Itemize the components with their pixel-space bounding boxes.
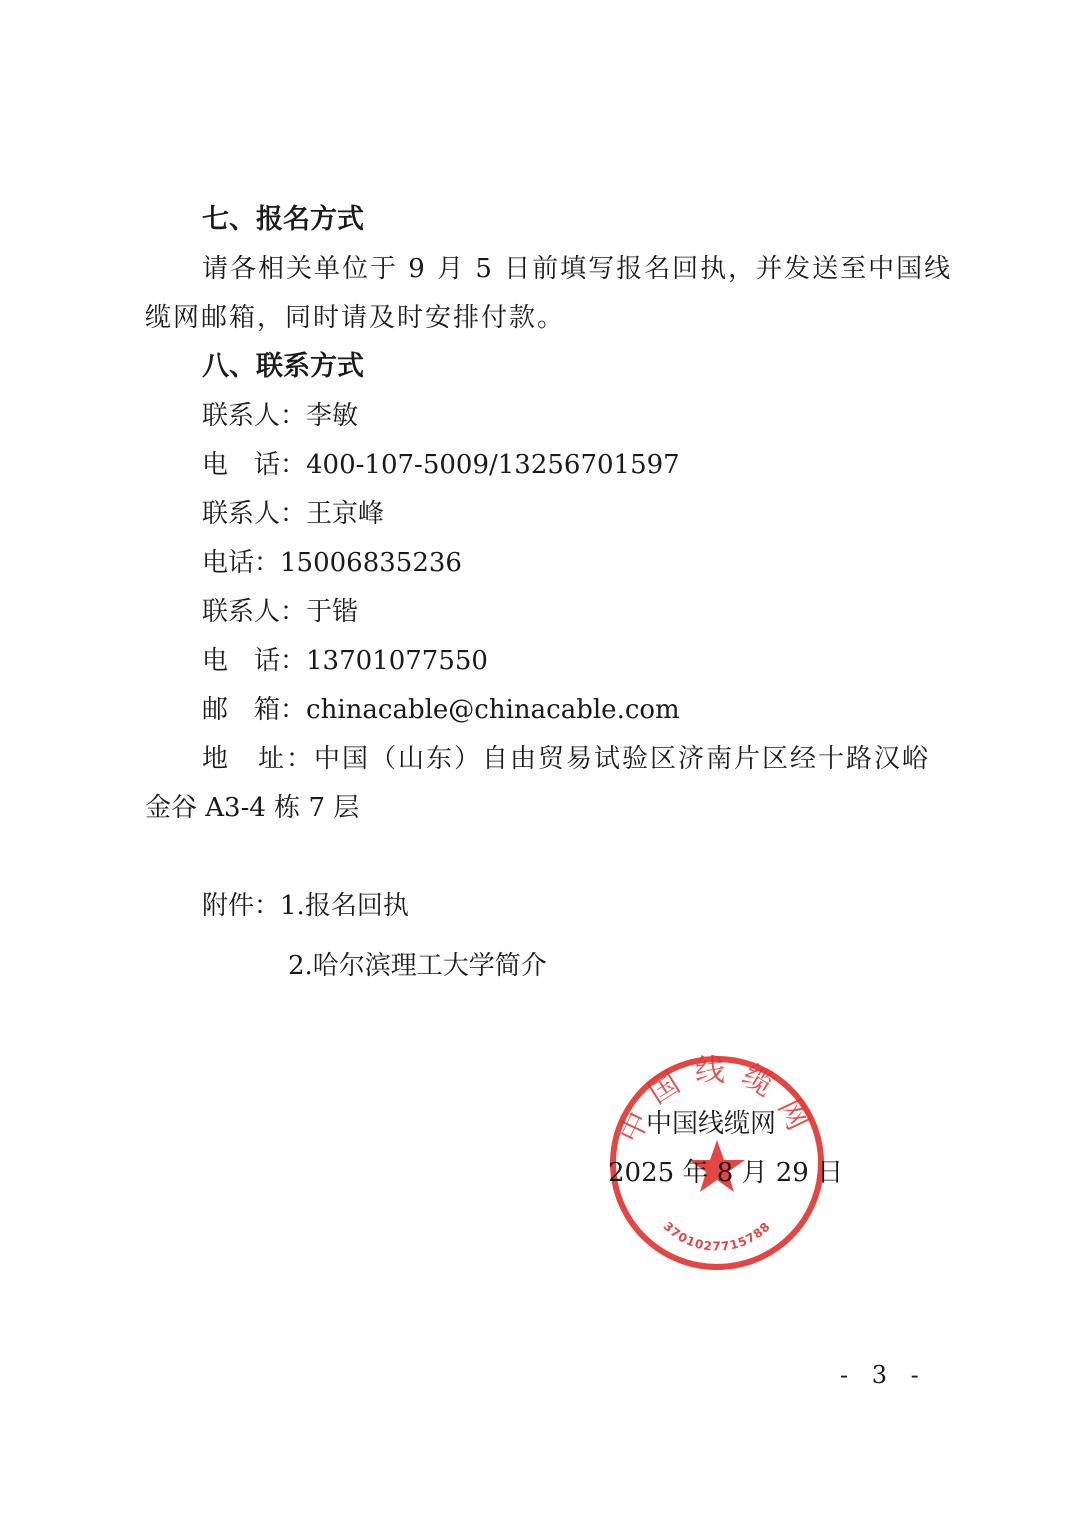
contact-value: 于锴 [306, 597, 359, 627]
section-8-title: 八、联系方式 [202, 351, 364, 382]
contact-value: 王京峰 [306, 499, 385, 529]
contact-row [202, 497, 384, 531]
contact-value: 400-107-5009/13256701597 [306, 450, 680, 480]
contact-row [202, 448, 680, 482]
contact-label: 联系人： [202, 597, 307, 627]
section-7-body-line-1: 请各相关单位于 9 月 5 日前填写报名回执，并发送至中国线 [202, 254, 953, 284]
attachment-item: 2.哈尔滨理工大学简介 [288, 951, 547, 981]
signature-org: 中国线缆网 [646, 1109, 777, 1139]
attachment-label: 附件： [202, 891, 281, 921]
attachment-item: 1.报名回执 [280, 891, 409, 921]
contact-row [202, 595, 358, 629]
contact-label: 电 话： [202, 450, 307, 480]
address-line-2: 金谷 A3-4 栋 7 层 [145, 793, 360, 823]
section-7-title: 七、报名方式 [202, 204, 364, 235]
seal-code: 3701027715788 [660, 1219, 774, 1254]
contact-label: 电 话： [202, 646, 307, 676]
contact-label: 联系人： [202, 499, 307, 529]
contact-row [202, 693, 680, 727]
contact-value: 李敏 [306, 401, 359, 431]
page-number: - 3 - [840, 1361, 927, 1389]
seal-top-text: 中国线缆网 [612, 1053, 822, 1149]
address-line-1 [202, 742, 930, 776]
section-7-body-line-2: 缆网邮箱，同时请及时安排付款。 [145, 303, 566, 333]
contact-row [202, 546, 462, 580]
contact-value: 15006835236 [280, 548, 462, 578]
email-link[interactable]: chinacable@chinacable.com [306, 695, 680, 725]
contact-row [202, 644, 488, 678]
contact-label: 电话： [202, 548, 281, 578]
address-value: 中国（山东）自由贸易试验区济南片区经十路汉峪 [314, 744, 931, 774]
signature-date: 2025 年 8 月 29 日 [608, 1158, 844, 1188]
contact-value: 13701077550 [306, 646, 488, 676]
contact-label: 邮 箱： [202, 695, 307, 725]
address-label: 地 址： [202, 744, 315, 774]
contact-row [202, 399, 358, 433]
attachment-row-1 [202, 889, 409, 923]
contact-label: 联系人： [202, 401, 307, 431]
